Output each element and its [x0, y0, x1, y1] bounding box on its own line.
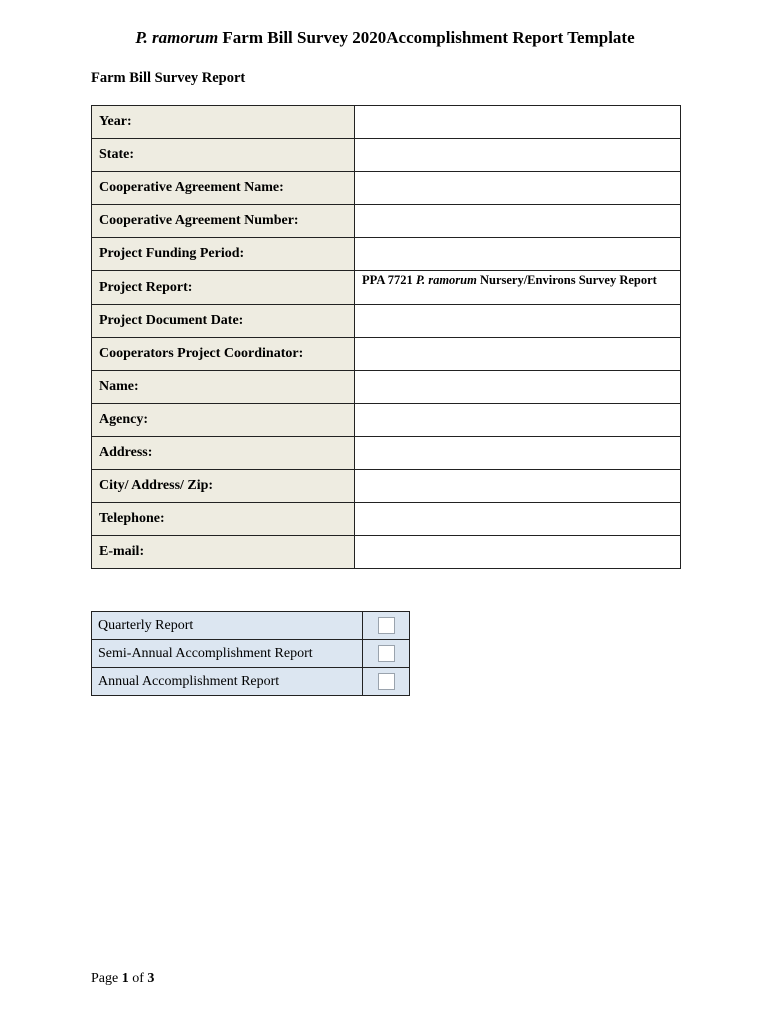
field-label-project-report: Project Report:	[92, 271, 355, 305]
title-italic: P. ramorum	[135, 28, 219, 47]
table-row	[92, 404, 681, 437]
project-report-prefix: PPA 7721	[362, 273, 416, 287]
table-row	[92, 338, 681, 371]
table-row	[92, 470, 681, 503]
field-value-funding-period[interactable]	[355, 238, 681, 271]
table-row	[92, 536, 681, 569]
field-label-year: Year:	[92, 106, 355, 139]
table-row	[92, 106, 681, 139]
table-row	[92, 640, 410, 668]
title-rest: Farm Bill Survey 2020Accomplishment Report Template	[218, 28, 635, 47]
footer-total-pages: 3	[147, 971, 155, 986]
table-row	[92, 305, 681, 338]
field-label-address: Address:	[92, 437, 355, 470]
section-subtitle: Farm Bill Survey Report	[91, 70, 246, 86]
table-row	[92, 612, 410, 640]
table-row	[92, 205, 681, 238]
page-title	[0, 28, 770, 48]
table-row	[92, 503, 681, 536]
field-value-telephone[interactable]	[355, 503, 681, 536]
field-value-agreement-number[interactable]	[355, 205, 681, 238]
project-report-suffix: Nursery/Environs Survey Report	[476, 273, 657, 287]
report-type-label-annual: Annual Accomplishment Report	[92, 668, 363, 696]
table-row	[92, 172, 681, 205]
field-value-name[interactable]	[355, 371, 681, 404]
field-value-project-report[interactable]	[355, 271, 681, 305]
field-value-project-coordinator[interactable]	[355, 338, 681, 371]
field-label-city-address-zip: City/ Address/ Zip:	[92, 470, 355, 503]
table-row	[92, 238, 681, 271]
field-value-agreement-name[interactable]	[355, 172, 681, 205]
annual-report-checkbox[interactable]	[378, 673, 395, 690]
page-footer	[91, 971, 154, 987]
report-type-label-semi-annual: Semi-Annual Accomplishment Report	[92, 640, 363, 668]
field-label-agreement-name: Cooperative Agreement Name:	[92, 172, 355, 205]
field-label-state: State:	[92, 139, 355, 172]
quarterly-report-checkbox[interactable]	[378, 617, 395, 634]
field-label-email: E-mail:	[92, 536, 355, 569]
field-label-name: Name:	[92, 371, 355, 404]
table-row	[92, 271, 681, 305]
semi-annual-report-checkbox[interactable]	[378, 645, 395, 662]
footer-current-page: 1	[121, 971, 129, 986]
survey-info-table	[91, 105, 681, 569]
field-label-project-coordinator: Cooperators Project Coordinator:	[92, 338, 355, 371]
field-value-email[interactable]	[355, 536, 681, 569]
footer-page-word: Page	[91, 971, 122, 986]
field-label-agency: Agency:	[92, 404, 355, 437]
report-type-label-quarterly: Quarterly Report	[92, 612, 363, 640]
table-row	[92, 668, 410, 696]
field-label-document-date: Project Document Date:	[92, 305, 355, 338]
field-label-funding-period: Project Funding Period:	[92, 238, 355, 271]
table-row	[92, 437, 681, 470]
table-row	[92, 139, 681, 172]
footer-of-word: of	[128, 971, 148, 986]
field-value-agency[interactable]	[355, 404, 681, 437]
field-value-city-address-zip[interactable]	[355, 470, 681, 503]
field-label-agreement-number: Cooperative Agreement Number:	[92, 205, 355, 238]
project-report-species: P. ramorum	[415, 273, 477, 287]
report-type-table	[91, 611, 410, 696]
field-value-address[interactable]	[355, 437, 681, 470]
field-value-state[interactable]	[355, 139, 681, 172]
field-value-year[interactable]	[355, 106, 681, 139]
table-row	[92, 371, 681, 404]
field-label-telephone: Telephone:	[92, 503, 355, 536]
field-value-document-date[interactable]	[355, 305, 681, 338]
